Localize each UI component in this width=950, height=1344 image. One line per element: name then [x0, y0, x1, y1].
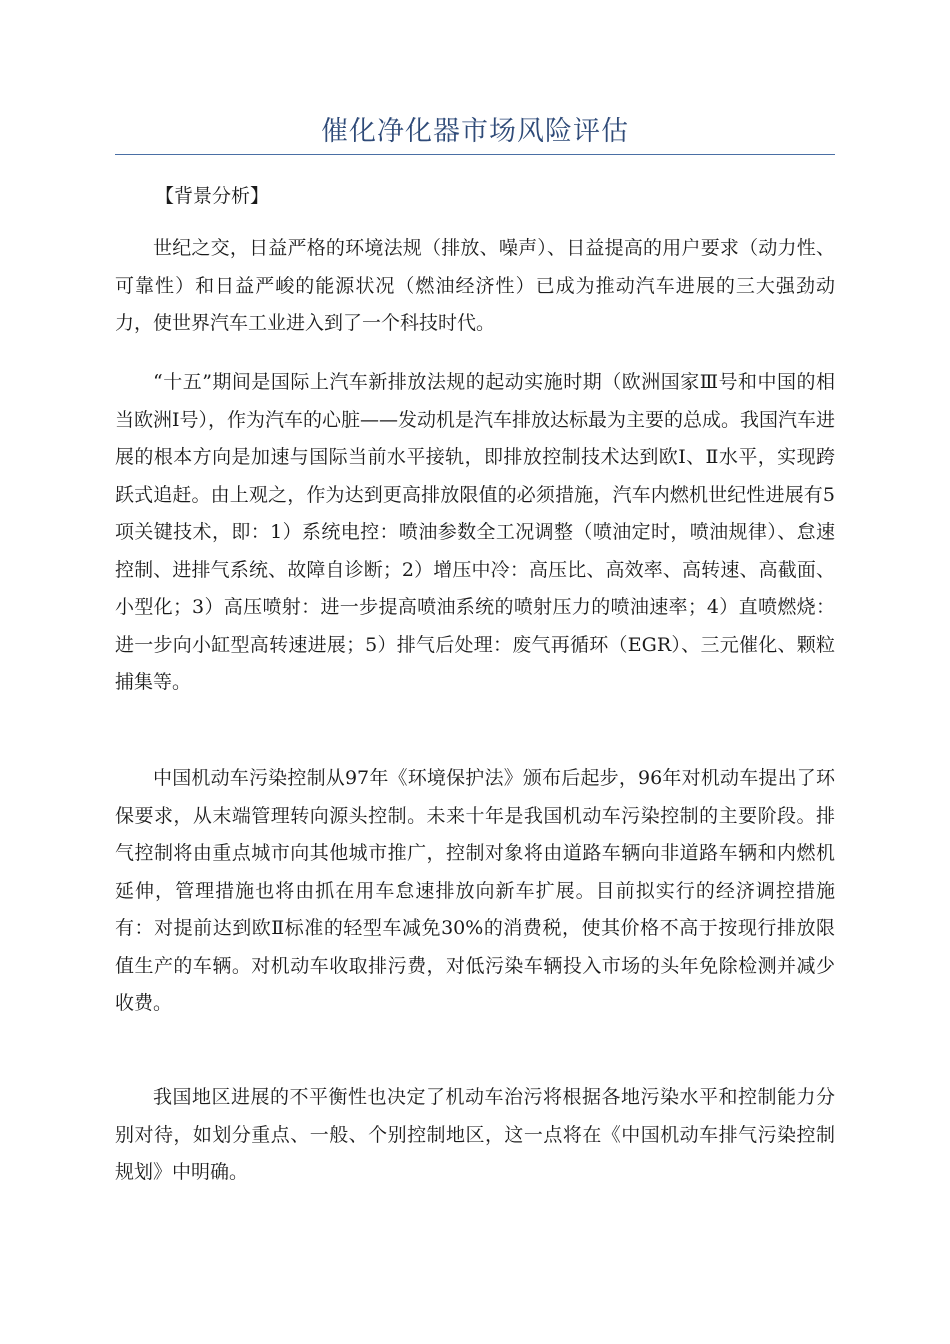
- document-title: 催化净化器市场风险评估: [321, 116, 629, 147]
- section-heading: 【背景分析】: [155, 185, 270, 207]
- paragraph: 中国机动车污染控制从97年《环境保护法》颁布后起步，96年对机动车提出了环保要求，从末端管理转向源头控制。未来十年是我国机动车污染控制的主要阶段。排气控制将由重点城市向其他城市推广，控制对象将由道路车辆向非道路车辆和内燃机延伸，管理措施也将由抓在用车怠速排放向新车扩展。目前拟实行的经济调控措施有：对提前达到欧Ⅱ标准的轻型车减免30%的消费税，使其价格不高于按现行排放限值生产的车辆。对机动车收取排污费，对低污染车辆投入市场的头年免除检测并减少收费。: [115, 767, 835, 1014]
- title-underline: [115, 154, 835, 155]
- paragraph: 我国地区进展的不平衡性也决定了机动车治污将根据各地污染水平和控制能力分别对待，如划分重点、一般、个别控制地区，这一点将在《中国机动车排气污染控制规划》中明确。: [115, 1086, 835, 1183]
- paragraph: 世纪之交，日益严格的环境法规（排放、噪声）、日益提高的用户要求（动力性、可靠性）和日益严峻的能源状况（燃油经济性）已成为推动汽车进展的三大强劲动力，使世界汽车工业进入到了一个科技时代。: [115, 237, 835, 334]
- paragraph: “十五”期间是国际上汽车新排放法规的起动实施时期（欧洲国家Ⅲ号和中国的相当欧洲Ⅰ号），作为汽车的心脏——发动机是汽车排放达标最为主要的总成。我国汽车进展的根本方向是加速与国际当前水平接轨，即排放控制技术达到欧Ⅰ、Ⅱ水平，实现跨跃式追赶。由上观之，作为达到更高排放限值的必须措施，汽车内燃机世纪性进展有5项关键技术，即：1）系统电控：喷油参数全工况调整（喷油定时，喷油规律）、怠速控制、进排气系统、故障自诊断；2）增压中冷：高压比、高效率、高转速、高截面、小型化；3）高压喷射：进一步提高喷油系统的喷射压力的喷油速率；4）直喷燃烧：进一步向小缸型高转速进展；5）排气后处理：废气再循环（EGR）、三元催化、颗粒捕集等。: [115, 371, 836, 693]
